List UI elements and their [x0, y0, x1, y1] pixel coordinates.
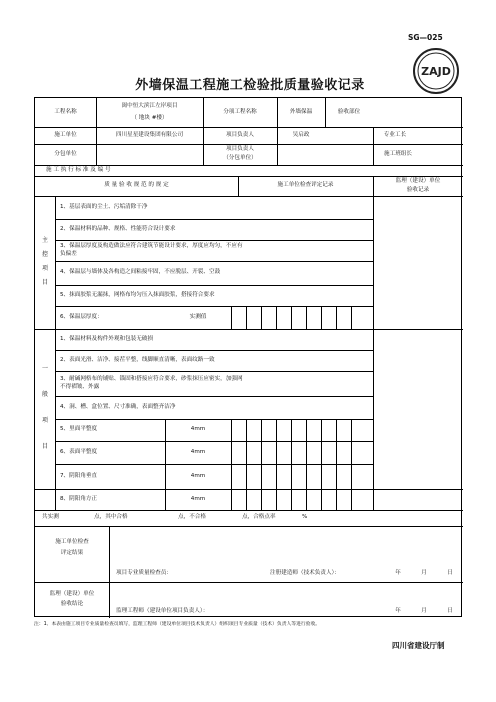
- subcontractor-label: 分包单位: [54, 150, 77, 157]
- main-item-6: 6、保温层厚度：: [60, 313, 103, 320]
- project-name-value-2: （ 地块 #楼）: [131, 114, 168, 121]
- main-item-2: 2、保温材料的品种、规格、性能符合设计要求: [60, 225, 176, 232]
- tolerance-item-3: 7、阴阳角垂直: [60, 472, 98, 479]
- svg-text:ZAJD: ZAJD: [421, 65, 451, 78]
- sub-pm-label-1: 项目负责人: [226, 146, 254, 153]
- pm-label: 项目负责人: [226, 131, 254, 138]
- main-items-label-1: 主: [41, 237, 48, 244]
- tolerance-item-1: 5、里面平整度: [60, 426, 98, 433]
- main-item-4: 4、保温层与墙体及各构造之间粘接牢固，不应脱层、开裂、空鼓: [60, 269, 221, 276]
- tolerance-value-2: 4mm: [190, 448, 206, 455]
- supervisor-column-header-2: 验收记录: [406, 187, 430, 194]
- main-items-label-4: 目: [41, 279, 48, 286]
- tolerance-value-3: 4mm: [190, 472, 206, 479]
- supervisor-engineer-label: 监理工程师（建设单位项目负责人）：: [116, 607, 209, 614]
- tolerance-item-2: 6、表面平整度: [60, 448, 98, 455]
- tolerance-value-1: 4mm: [190, 426, 206, 433]
- general-items-label-3: 项: [41, 417, 48, 424]
- measured-value-label: 实测值: [189, 313, 207, 320]
- acceptance-form-table: [34, 97, 462, 617]
- supervisor-column-header-1: 监理（建设）单位: [395, 178, 441, 185]
- project-name-value-1: 闽中恒大滨江左岸项目: [121, 102, 178, 109]
- summary-pass-label: 点，其中合格: [94, 514, 128, 521]
- general-items-label-2: 般: [41, 391, 48, 398]
- project-name-label: 工程名称: [54, 108, 77, 115]
- registered-engineer-label: 注册建造师（技术负责人）：: [270, 570, 340, 577]
- main-item-3: 3、保温层厚度及构造做法应符合建筑节能设计要求，厚度应均匀，不应有负偏差: [60, 242, 243, 257]
- supervisor-day: 日: [447, 607, 453, 614]
- doc-number: SG—025: [408, 33, 443, 42]
- supervisor-month: 月: [421, 607, 427, 614]
- contractor-day: 日: [447, 570, 453, 577]
- summary-rate-label: 点，合格点率: [242, 514, 276, 521]
- standard-label: 施 工 执 行 标 准 及 编 号: [46, 166, 111, 173]
- pm-value: 吴启政: [292, 131, 310, 138]
- main-items-label-3: 项: [41, 265, 48, 272]
- summary-fail-label: 点，不合格: [178, 514, 206, 521]
- company-logo: [412, 47, 460, 95]
- general-item-2: 2、表面光滑、洁净、接茬平整，线脚顺直清晰，表面纹路一致: [60, 356, 215, 363]
- contractor-value: 四川星星建设集团有限公司: [115, 131, 184, 138]
- contractor-label: 施工单位: [54, 131, 77, 138]
- general-item-4: 4、洞、槽、盒位置、尺寸准确，表面整齐洁净: [60, 403, 176, 410]
- main-item-1: 1、基层表面的尘土、污垢清除干净: [60, 203, 148, 210]
- spec-column-header: 质 量 验 收 规 范 的 规 定: [104, 182, 169, 189]
- general-item-1: 1、保温材料及构件外观和包装无破损: [60, 335, 154, 342]
- inspect-part-label: 验收部位: [337, 108, 361, 115]
- page-title: 外墙保温工程施工检验批质量验收记录: [135, 78, 365, 93]
- foreman-label: 专业工长: [383, 131, 407, 138]
- quality-inspector-label: 项目专业质量检查员：: [116, 570, 172, 577]
- eval-column-header: 施工单位检查评定记录: [277, 182, 334, 189]
- contractor-eval-label-1: 施工单位检查: [55, 539, 89, 546]
- tolerance-value-4: 4mm: [190, 495, 206, 502]
- tolerance-item-4: 8、阴阳角方正: [60, 495, 98, 502]
- sub-project-label: 分项工程名称: [223, 108, 257, 115]
- main-item-5: 5、抹面胶浆无漏抹，网格布均匀压入抹面胶浆，搭接符合要求: [60, 291, 215, 298]
- sub-pm-label-2: （分包单位）: [223, 155, 257, 162]
- main-items-label-2: 控: [41, 251, 48, 258]
- issuer-name: 四川省建设厅制: [392, 641, 445, 650]
- sub-project-value: 外墙保温: [289, 108, 313, 115]
- supervisor-eval-label-2: 验收结论: [60, 601, 84, 608]
- footnote: 注：1、本表由施工项目专业质量检查员填写，监理工程师（建设单位项目技术负责人）组织项目专业质量（技术）负责人等进行验收。: [34, 622, 321, 627]
- contractor-year: 年: [395, 570, 401, 577]
- summary-percent: %: [302, 514, 308, 521]
- contractor-month: 月: [421, 570, 427, 577]
- general-items-label-4: 目: [41, 443, 48, 450]
- general-item-3: 3、耐碱网格布的铺贴、锚固和搭接应符合要求，砂浆抹压应密实，加强网不得褶皱、外露: [60, 375, 243, 390]
- general-items-label-1: 一: [41, 365, 48, 372]
- summary-total-label: 共实测: [42, 514, 59, 521]
- supervisor-year: 年: [395, 607, 401, 614]
- team-leader-label: 施工班组长: [384, 150, 412, 157]
- contractor-eval-label-2: 评定结果: [60, 550, 84, 557]
- supervisor-eval-label-1: 监理（建设）单位: [49, 591, 95, 598]
